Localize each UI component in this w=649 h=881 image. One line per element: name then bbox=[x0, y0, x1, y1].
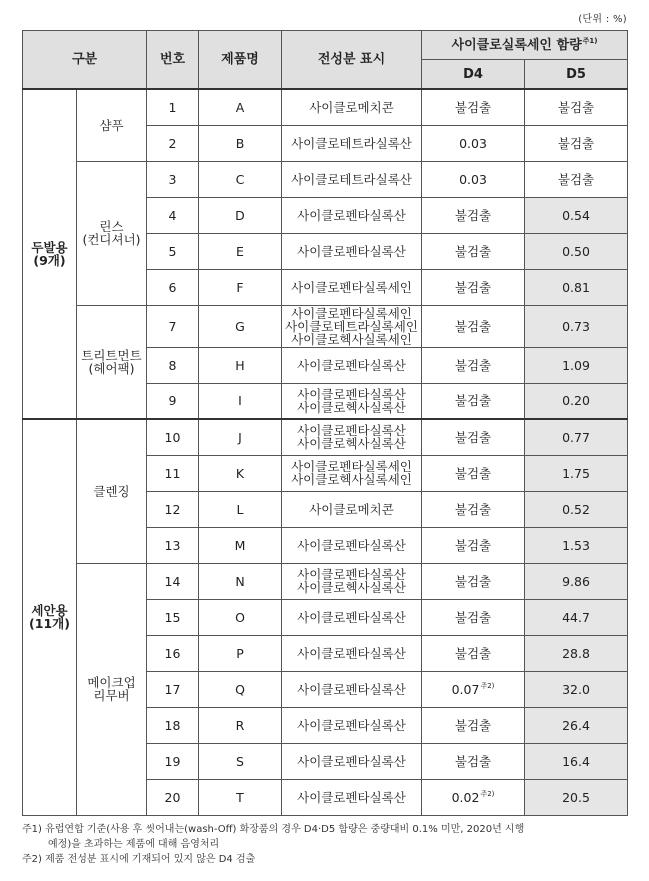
subgroup-label: 리무버 bbox=[93, 688, 130, 703]
ingredients-cell bbox=[282, 671, 422, 707]
ingredients-cell bbox=[282, 89, 422, 125]
ingredient-name: 사이클로테트라실록산 bbox=[291, 171, 412, 187]
d4-value bbox=[422, 383, 525, 419]
d5-value: 0.77 bbox=[525, 419, 628, 455]
table-row bbox=[23, 89, 628, 125]
d4-value-text: 불검출 bbox=[454, 609, 492, 625]
d5-value: 1.53 bbox=[525, 527, 628, 563]
product-name: C bbox=[199, 161, 282, 197]
ingredients-cell bbox=[282, 347, 422, 383]
ingredient-name: 사이클로메치콘 bbox=[309, 501, 394, 517]
d4-value bbox=[422, 743, 525, 779]
d4-value-text: 0.03 bbox=[459, 171, 487, 187]
d4-value-text: 0.02 bbox=[451, 789, 480, 805]
ingredients-cell bbox=[282, 743, 422, 779]
row-number: 17 bbox=[147, 671, 199, 707]
ingredients-cell bbox=[282, 779, 422, 815]
product-name: O bbox=[199, 599, 282, 635]
d4-value bbox=[422, 233, 525, 269]
d4-value-text: 불검출 bbox=[454, 501, 492, 517]
d4-value-text: 불검출 bbox=[454, 393, 492, 409]
ingredient-name: 사이클로펜타실록산 bbox=[297, 681, 406, 697]
table-row bbox=[23, 563, 628, 599]
d5-value: 1.75 bbox=[525, 455, 628, 491]
row-number: 16 bbox=[147, 635, 199, 671]
ingredients-cell bbox=[282, 269, 422, 305]
d4-value-text: 0.07 bbox=[451, 681, 480, 697]
ingredients-cell bbox=[282, 197, 422, 233]
d5-value: 32.0 bbox=[525, 671, 628, 707]
d4-value bbox=[422, 635, 525, 671]
ingredient-name: 사이클로헥사실록산 bbox=[297, 399, 406, 415]
ingredient-name: 사이클로헥사실록세인 bbox=[291, 472, 412, 487]
d4-value-text: 불검출 bbox=[454, 537, 492, 553]
ingredients-cell bbox=[282, 233, 422, 269]
subgroup-cell bbox=[77, 89, 147, 161]
product-name: I bbox=[199, 383, 282, 419]
subgroup-label: (컨디셔너) bbox=[82, 232, 141, 247]
d4-value-text: 불검출 bbox=[454, 243, 492, 259]
row-number: 11 bbox=[147, 455, 199, 491]
table-row bbox=[23, 161, 628, 197]
d4-value-text: 불검출 bbox=[454, 279, 492, 295]
ingredient-name: 사이클로테트라실록세인 bbox=[285, 318, 418, 334]
product-name: R bbox=[199, 707, 282, 743]
d4-value bbox=[422, 347, 525, 383]
subgroup-label: (헤어팩) bbox=[88, 360, 135, 376]
product-name: P bbox=[199, 635, 282, 671]
group-cell bbox=[23, 89, 77, 419]
product-name: K bbox=[199, 455, 282, 491]
d5-value: 0.20 bbox=[525, 383, 628, 419]
subgroup-label: 클렌징 bbox=[93, 483, 130, 499]
ingredient-name: 사이클로펜타실록산 bbox=[297, 567, 406, 582]
subgroup-label: 메이크업 bbox=[87, 675, 136, 690]
ingredient-name: 사이클로펜타실록산 bbox=[297, 753, 406, 769]
row-number: 8 bbox=[147, 347, 199, 383]
d4-footnote-mark: 주2) bbox=[480, 790, 495, 799]
footnote-2: 주2) 제품 전성분 표시에 기재되어 있지 않은 D4 검출 bbox=[22, 854, 256, 865]
product-name: J bbox=[199, 419, 282, 455]
ingredient-name: 사이클로헥사실록산 bbox=[297, 436, 406, 452]
d4-value bbox=[422, 305, 525, 347]
d4-value-text: 불검출 bbox=[454, 357, 492, 373]
product-name: F bbox=[199, 269, 282, 305]
product-name: B bbox=[199, 125, 282, 161]
d5-value: 0.81 bbox=[525, 269, 628, 305]
d4-value bbox=[422, 599, 525, 635]
d4-value-text: 불검출 bbox=[454, 465, 492, 481]
group-cell bbox=[23, 419, 77, 815]
ingredients-cell bbox=[282, 305, 422, 347]
d4-value bbox=[422, 161, 525, 197]
row-number: 15 bbox=[147, 599, 199, 635]
product-name: A bbox=[199, 89, 282, 125]
group-label: 두발용 bbox=[31, 240, 68, 255]
ingredient-name: 사이클로헥사실록세인 bbox=[291, 331, 412, 347]
ingredient-name: 사이클로메치콘 bbox=[309, 99, 394, 115]
d5-value: 불검출 bbox=[525, 125, 628, 161]
header-product: 제품명 bbox=[199, 31, 282, 90]
ingredient-name: 사이클로펜타실록세인 bbox=[291, 279, 412, 295]
ingredients-cell bbox=[282, 599, 422, 635]
d4-value-text: 불검출 bbox=[454, 318, 492, 334]
d4-value bbox=[422, 563, 525, 599]
d4-value-text: 0.03 bbox=[459, 135, 487, 151]
header-content-label: 사이클로실록세인 함량 bbox=[451, 37, 582, 53]
product-name: M bbox=[199, 527, 282, 563]
d4-value-text: 불검출 bbox=[454, 645, 492, 661]
header-number: 번호 bbox=[147, 31, 199, 90]
ingredient-name: 사이클로펜타실록세인 bbox=[291, 459, 412, 474]
ingredient-name: 사이클로펜타실록산 bbox=[297, 243, 406, 259]
row-number: 19 bbox=[147, 743, 199, 779]
d4-value bbox=[422, 125, 525, 161]
ingredients-cell bbox=[282, 455, 422, 491]
ingredient-name: 사이클로펜타실록산 bbox=[297, 609, 406, 625]
ingredients-cell bbox=[282, 125, 422, 161]
ingredient-name: 사이클로펜타실록세인 bbox=[291, 305, 412, 321]
footnotes bbox=[22, 822, 634, 867]
subgroup-cell bbox=[77, 563, 147, 815]
header-content bbox=[422, 31, 628, 60]
d4-value bbox=[422, 779, 525, 815]
table-row bbox=[23, 419, 628, 455]
row-number: 9 bbox=[147, 383, 199, 419]
d5-value: 16.4 bbox=[525, 743, 628, 779]
d4-value bbox=[422, 89, 525, 125]
product-name: H bbox=[199, 347, 282, 383]
row-number: 20 bbox=[147, 779, 199, 815]
ingredient-name: 사이클로펜타실록산 bbox=[297, 645, 406, 661]
ingredients-cell bbox=[282, 707, 422, 743]
d4-value bbox=[422, 671, 525, 707]
row-number: 12 bbox=[147, 491, 199, 527]
row-number: 4 bbox=[147, 197, 199, 233]
row-number: 10 bbox=[147, 419, 199, 455]
product-name: E bbox=[199, 233, 282, 269]
header-content-note: 주1) bbox=[582, 37, 598, 46]
ingredients-cell bbox=[282, 635, 422, 671]
table-row bbox=[23, 305, 628, 347]
ingredient-name: 사이클로펜타실록산 bbox=[297, 386, 406, 402]
subgroup-label: 샴푸 bbox=[99, 117, 124, 133]
product-name: D bbox=[199, 197, 282, 233]
ingredient-name: 사이클로테트라실록산 bbox=[291, 135, 412, 151]
ingredients-cell bbox=[282, 161, 422, 197]
row-number: 3 bbox=[147, 161, 199, 197]
row-number: 2 bbox=[147, 125, 199, 161]
row-number: 14 bbox=[147, 563, 199, 599]
group-label: 세안용 bbox=[31, 603, 68, 619]
header-ingredients: 전성분 표시 bbox=[282, 31, 422, 90]
d5-value: 불검출 bbox=[525, 89, 628, 125]
d5-value: 0.52 bbox=[525, 491, 628, 527]
d4-value-text: 불검출 bbox=[454, 753, 492, 769]
row-number: 6 bbox=[147, 269, 199, 305]
ingredient-name: 사이클로펜타실록산 bbox=[297, 357, 406, 373]
header-d4: D4 bbox=[422, 60, 525, 90]
d5-value: 1.09 bbox=[525, 347, 628, 383]
table-body bbox=[23, 89, 628, 815]
ingredients-cell bbox=[282, 383, 422, 419]
ingredients-cell bbox=[282, 563, 422, 599]
d5-value: 26.4 bbox=[525, 707, 628, 743]
product-name: T bbox=[199, 779, 282, 815]
ingredients-cell bbox=[282, 491, 422, 527]
ingredient-name: 사이클로펜타실록산 bbox=[297, 207, 406, 223]
subgroup-label: 린스 bbox=[99, 219, 124, 234]
d4-value bbox=[422, 455, 525, 491]
d5-value: 44.7 bbox=[525, 599, 628, 635]
d4-value-text: 불검출 bbox=[454, 99, 492, 115]
footnote-1-line-1: 주1) 유럽연합 기준(사용 후 씻어내는(wash-Off) 화장품의 경우 D4·D5 함량은 중량대비 0.1% 미만, 2020년 시행 bbox=[22, 824, 525, 835]
group-count: (9개) bbox=[33, 253, 66, 268]
d4-footnote-mark: 주2) bbox=[480, 682, 495, 691]
d4-value-text: 불검출 bbox=[454, 429, 492, 445]
ingredient-name: 사이클로펜타실록산 bbox=[297, 423, 406, 439]
subgroup-label: 트리트먼트 bbox=[81, 347, 142, 363]
ingredients-cell bbox=[282, 419, 422, 455]
row-number: 5 bbox=[147, 233, 199, 269]
product-name: G bbox=[199, 305, 282, 347]
d4-value bbox=[422, 197, 525, 233]
d4-value bbox=[422, 419, 525, 455]
product-name: L bbox=[199, 491, 282, 527]
row-number: 18 bbox=[147, 707, 199, 743]
d4-value bbox=[422, 269, 525, 305]
d4-value-text: 불검출 bbox=[454, 717, 492, 733]
d5-value: 0.54 bbox=[525, 197, 628, 233]
d5-value: 0.73 bbox=[525, 305, 628, 347]
row-number: 13 bbox=[147, 527, 199, 563]
ingredients-cell bbox=[282, 527, 422, 563]
subgroup-cell bbox=[77, 419, 147, 563]
d5-value: 9.86 bbox=[525, 563, 628, 599]
ingredient-name: 사이클로펜타실록산 bbox=[297, 717, 406, 733]
ingredient-name: 사이클로펜타실록산 bbox=[297, 537, 406, 553]
header-category: 구분 bbox=[23, 31, 147, 90]
d5-value: 28.8 bbox=[525, 635, 628, 671]
product-name: S bbox=[199, 743, 282, 779]
d5-value: 20.5 bbox=[525, 779, 628, 815]
d4-value-text: 불검출 bbox=[454, 573, 492, 589]
product-name: Q bbox=[199, 671, 282, 707]
footnote-1-line-2: 예정)을 초과하는 제품에 대해 음영처리 bbox=[48, 839, 220, 850]
subgroup-cell bbox=[77, 161, 147, 305]
group-count: (11개) bbox=[29, 616, 70, 632]
ingredient-name: 사이클로펜타실록산 bbox=[297, 789, 406, 805]
cyclosiloxane-content-table bbox=[22, 30, 628, 816]
ingredient-name: 사이클로헥사실록산 bbox=[297, 580, 406, 595]
d5-value: 불검출 bbox=[525, 161, 628, 197]
header-d5: D5 bbox=[525, 60, 628, 90]
subgroup-cell bbox=[77, 305, 147, 419]
d4-value bbox=[422, 527, 525, 563]
product-name: N bbox=[199, 563, 282, 599]
row-number: 7 bbox=[147, 305, 199, 347]
row-number: 1 bbox=[147, 89, 199, 125]
d5-value: 0.50 bbox=[525, 233, 628, 269]
d4-value bbox=[422, 491, 525, 527]
d4-value bbox=[422, 707, 525, 743]
unit-label: (단위 : %) bbox=[578, 14, 627, 25]
d4-value-text: 불검출 bbox=[454, 207, 492, 223]
